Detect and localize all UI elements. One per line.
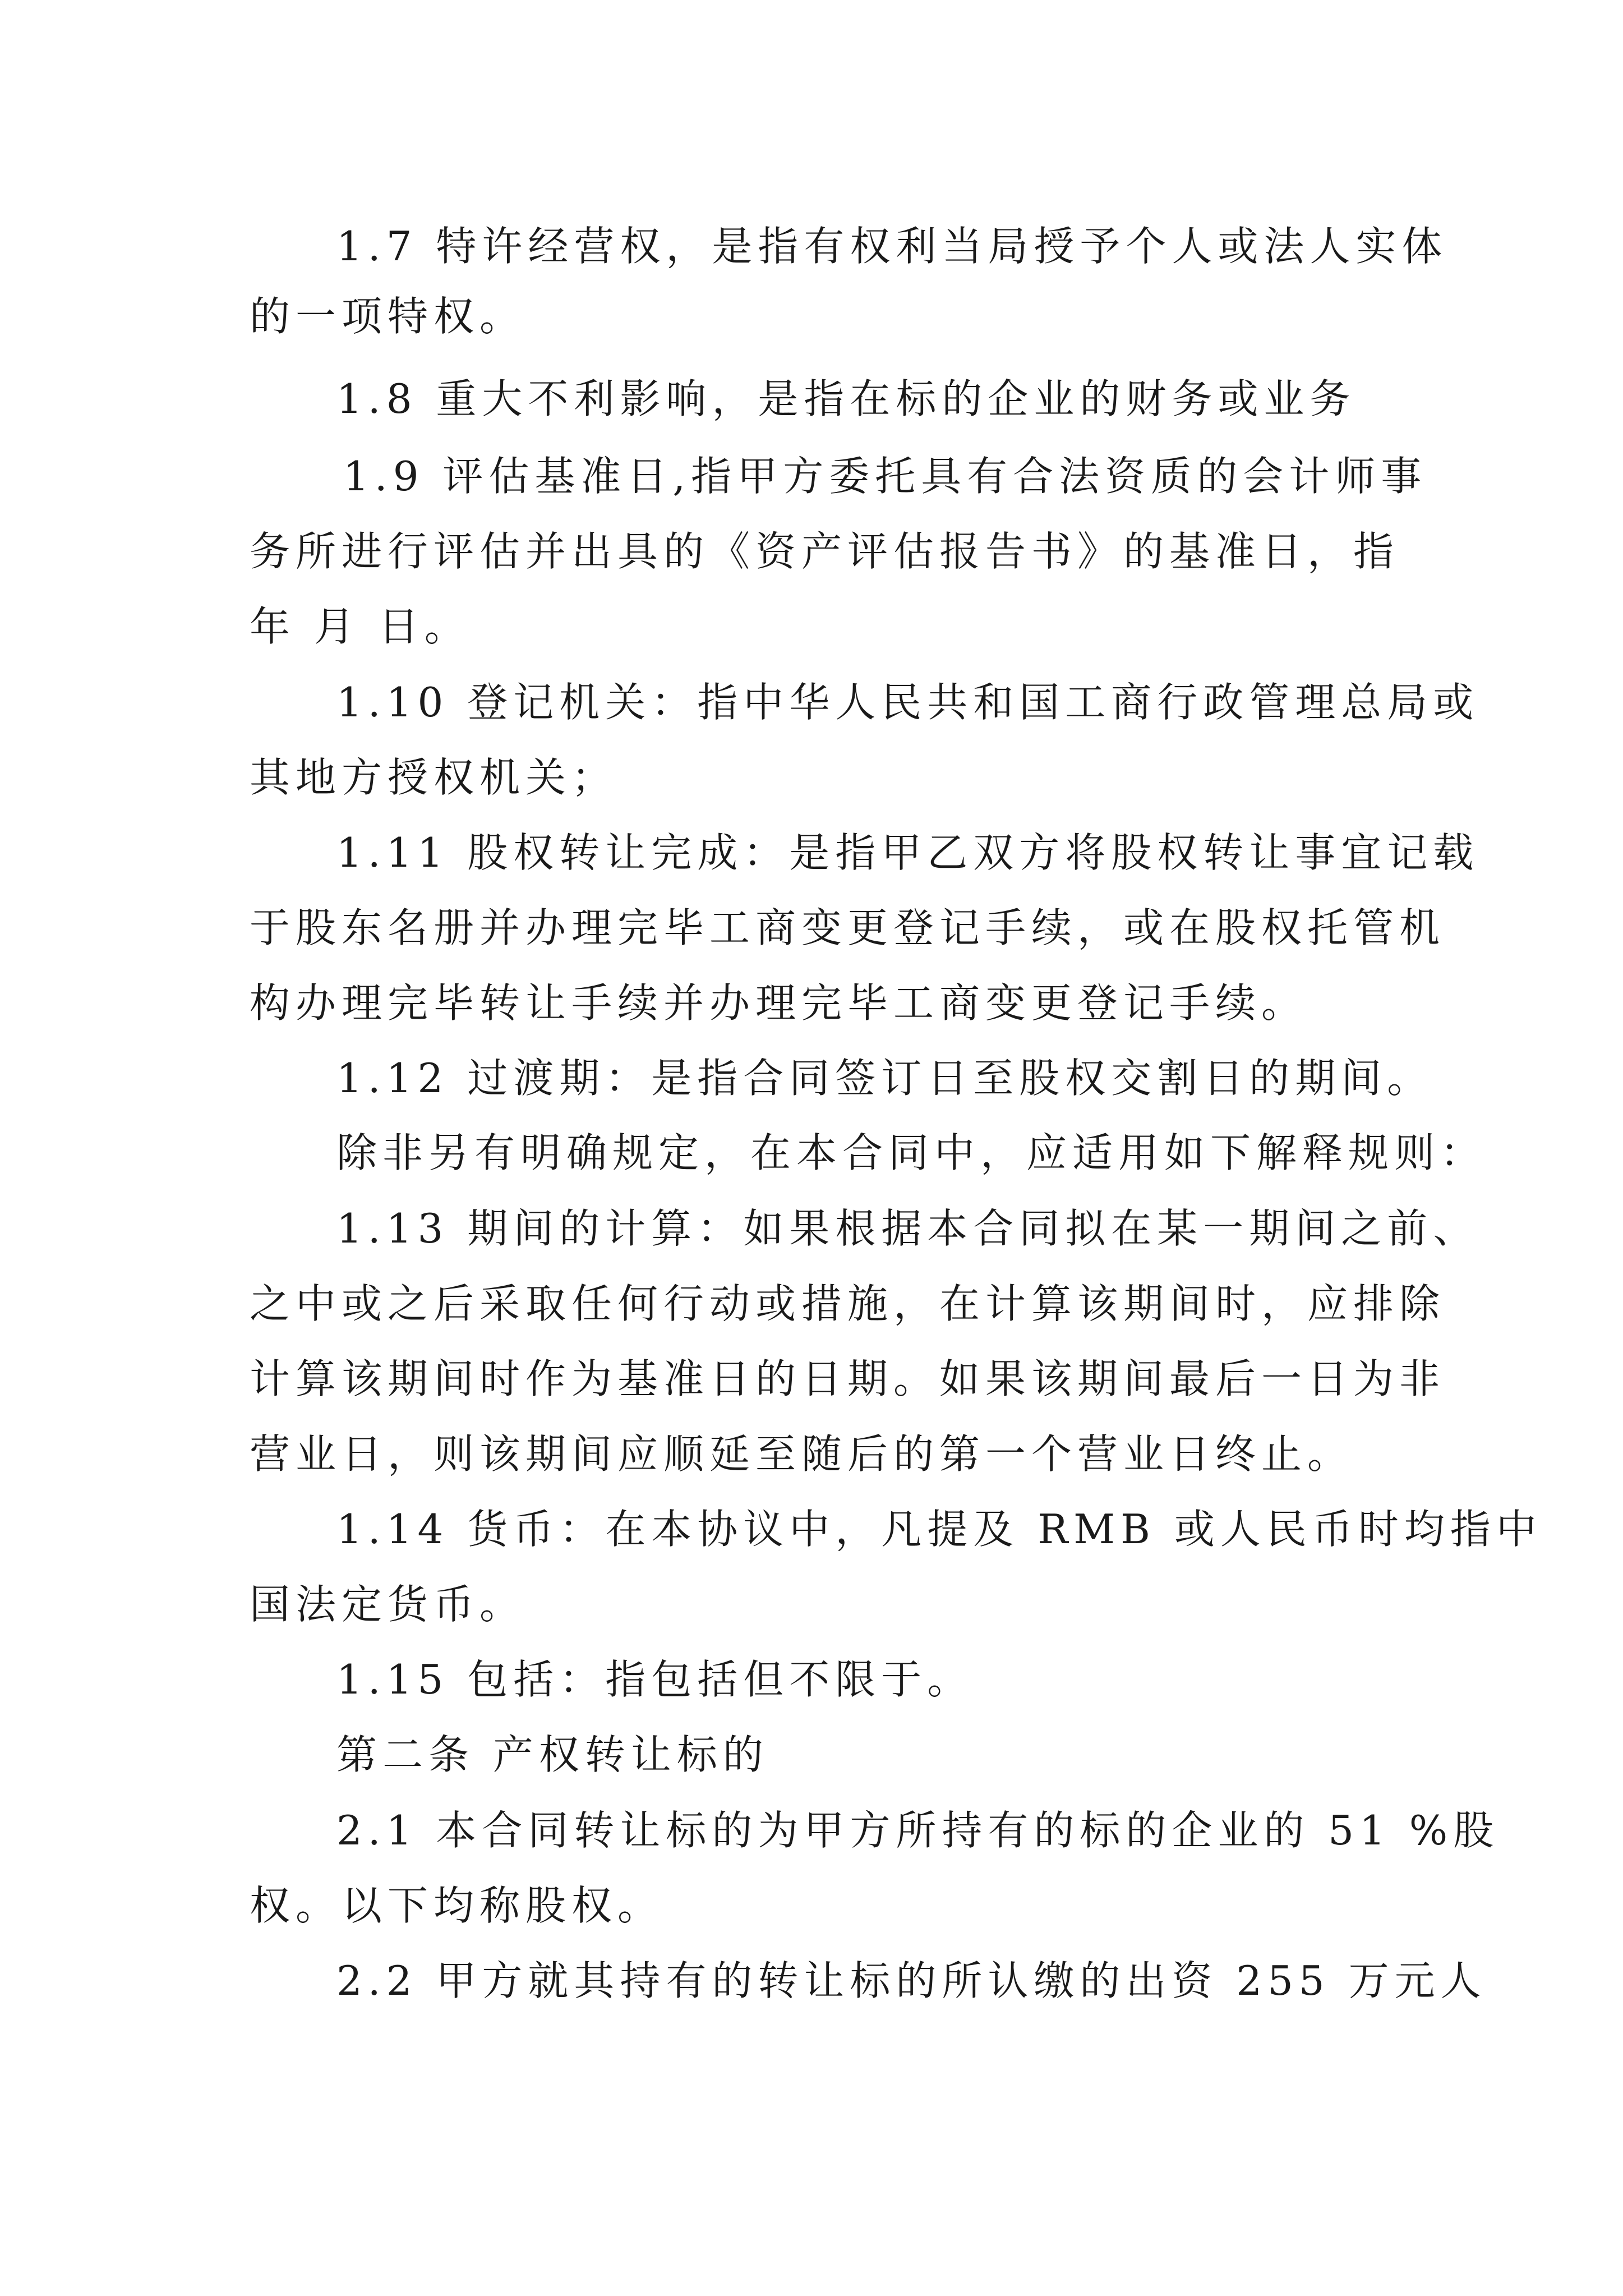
text-line: 除非另有明确规定，在本合同中，应适用如下解释规则： — [336, 1129, 1487, 1176]
section-heading: 第二条 产权转让标的 — [336, 1731, 769, 1778]
text-line: 构办理完毕转让手续并办理完毕工商变更登记手续。 — [250, 979, 1308, 1027]
text-line: 2.2 甲方就其持有的转让标的所认缴的出资 255 万元人 — [336, 1957, 1487, 2004]
text-line: 1.15 包括：指包括但不限于。 — [336, 1656, 974, 1703]
text-line: 计算该期间时作为基准日的日期。如果该期间最后一日为非 — [250, 1355, 1446, 1402]
text-line: 1.7 特许经营权，是指有权利当局授予个人或法人实体 — [336, 223, 1448, 270]
text-line: 年 月 日。 — [250, 603, 471, 650]
text-line: 务所进行评估并出具的《资产评估报告书》的基准日，指 — [250, 528, 1400, 575]
text-line: 营业日，则该期间应顺延至随后的第一个营业日终止。 — [250, 1430, 1354, 1478]
text-line: 1.9 评估基准日,指甲方委托具有合法资质的会计师事 — [343, 453, 1427, 500]
text-line: 1.12 过渡期：是指合同签订日至股权交割日的期间。 — [336, 1055, 1433, 1102]
text-line: 2.1 本合同转让标的为甲方所持有的标的企业的 51 %股 — [336, 1807, 1500, 1854]
text-line: 国法定货币。 — [250, 1581, 526, 1628]
text-line: 之中或之后采取任何行动或措施，在计算该期间时，应排除 — [250, 1280, 1446, 1327]
text-line: 其地方授权机关； — [250, 754, 618, 801]
text-line: 1.14 货币：在本协议中，凡提及 RMB 或人民币时均指中 — [336, 1506, 1542, 1553]
text-line: 1.11 股权转让完成：是指甲乙双方将股权转让事宜记载 — [336, 829, 1479, 876]
text-line: 1.8 重大不利影响，是指在标的企业的财务或业务 — [336, 375, 1356, 422]
text-line: 的一项特权。 — [250, 293, 526, 340]
text-line: 1.10 登记机关：指中华人民共和国工商行政管理总局或 — [336, 679, 1479, 726]
text-line: 于股东名册并办理完毕工商变更登记手续，或在股权托管机 — [250, 904, 1446, 951]
text-line: 1.13 期间的计算：如果根据本合同拟在某一期间之前、 — [336, 1205, 1479, 1252]
text-line: 权。以下均称股权。 — [250, 1882, 664, 1929]
